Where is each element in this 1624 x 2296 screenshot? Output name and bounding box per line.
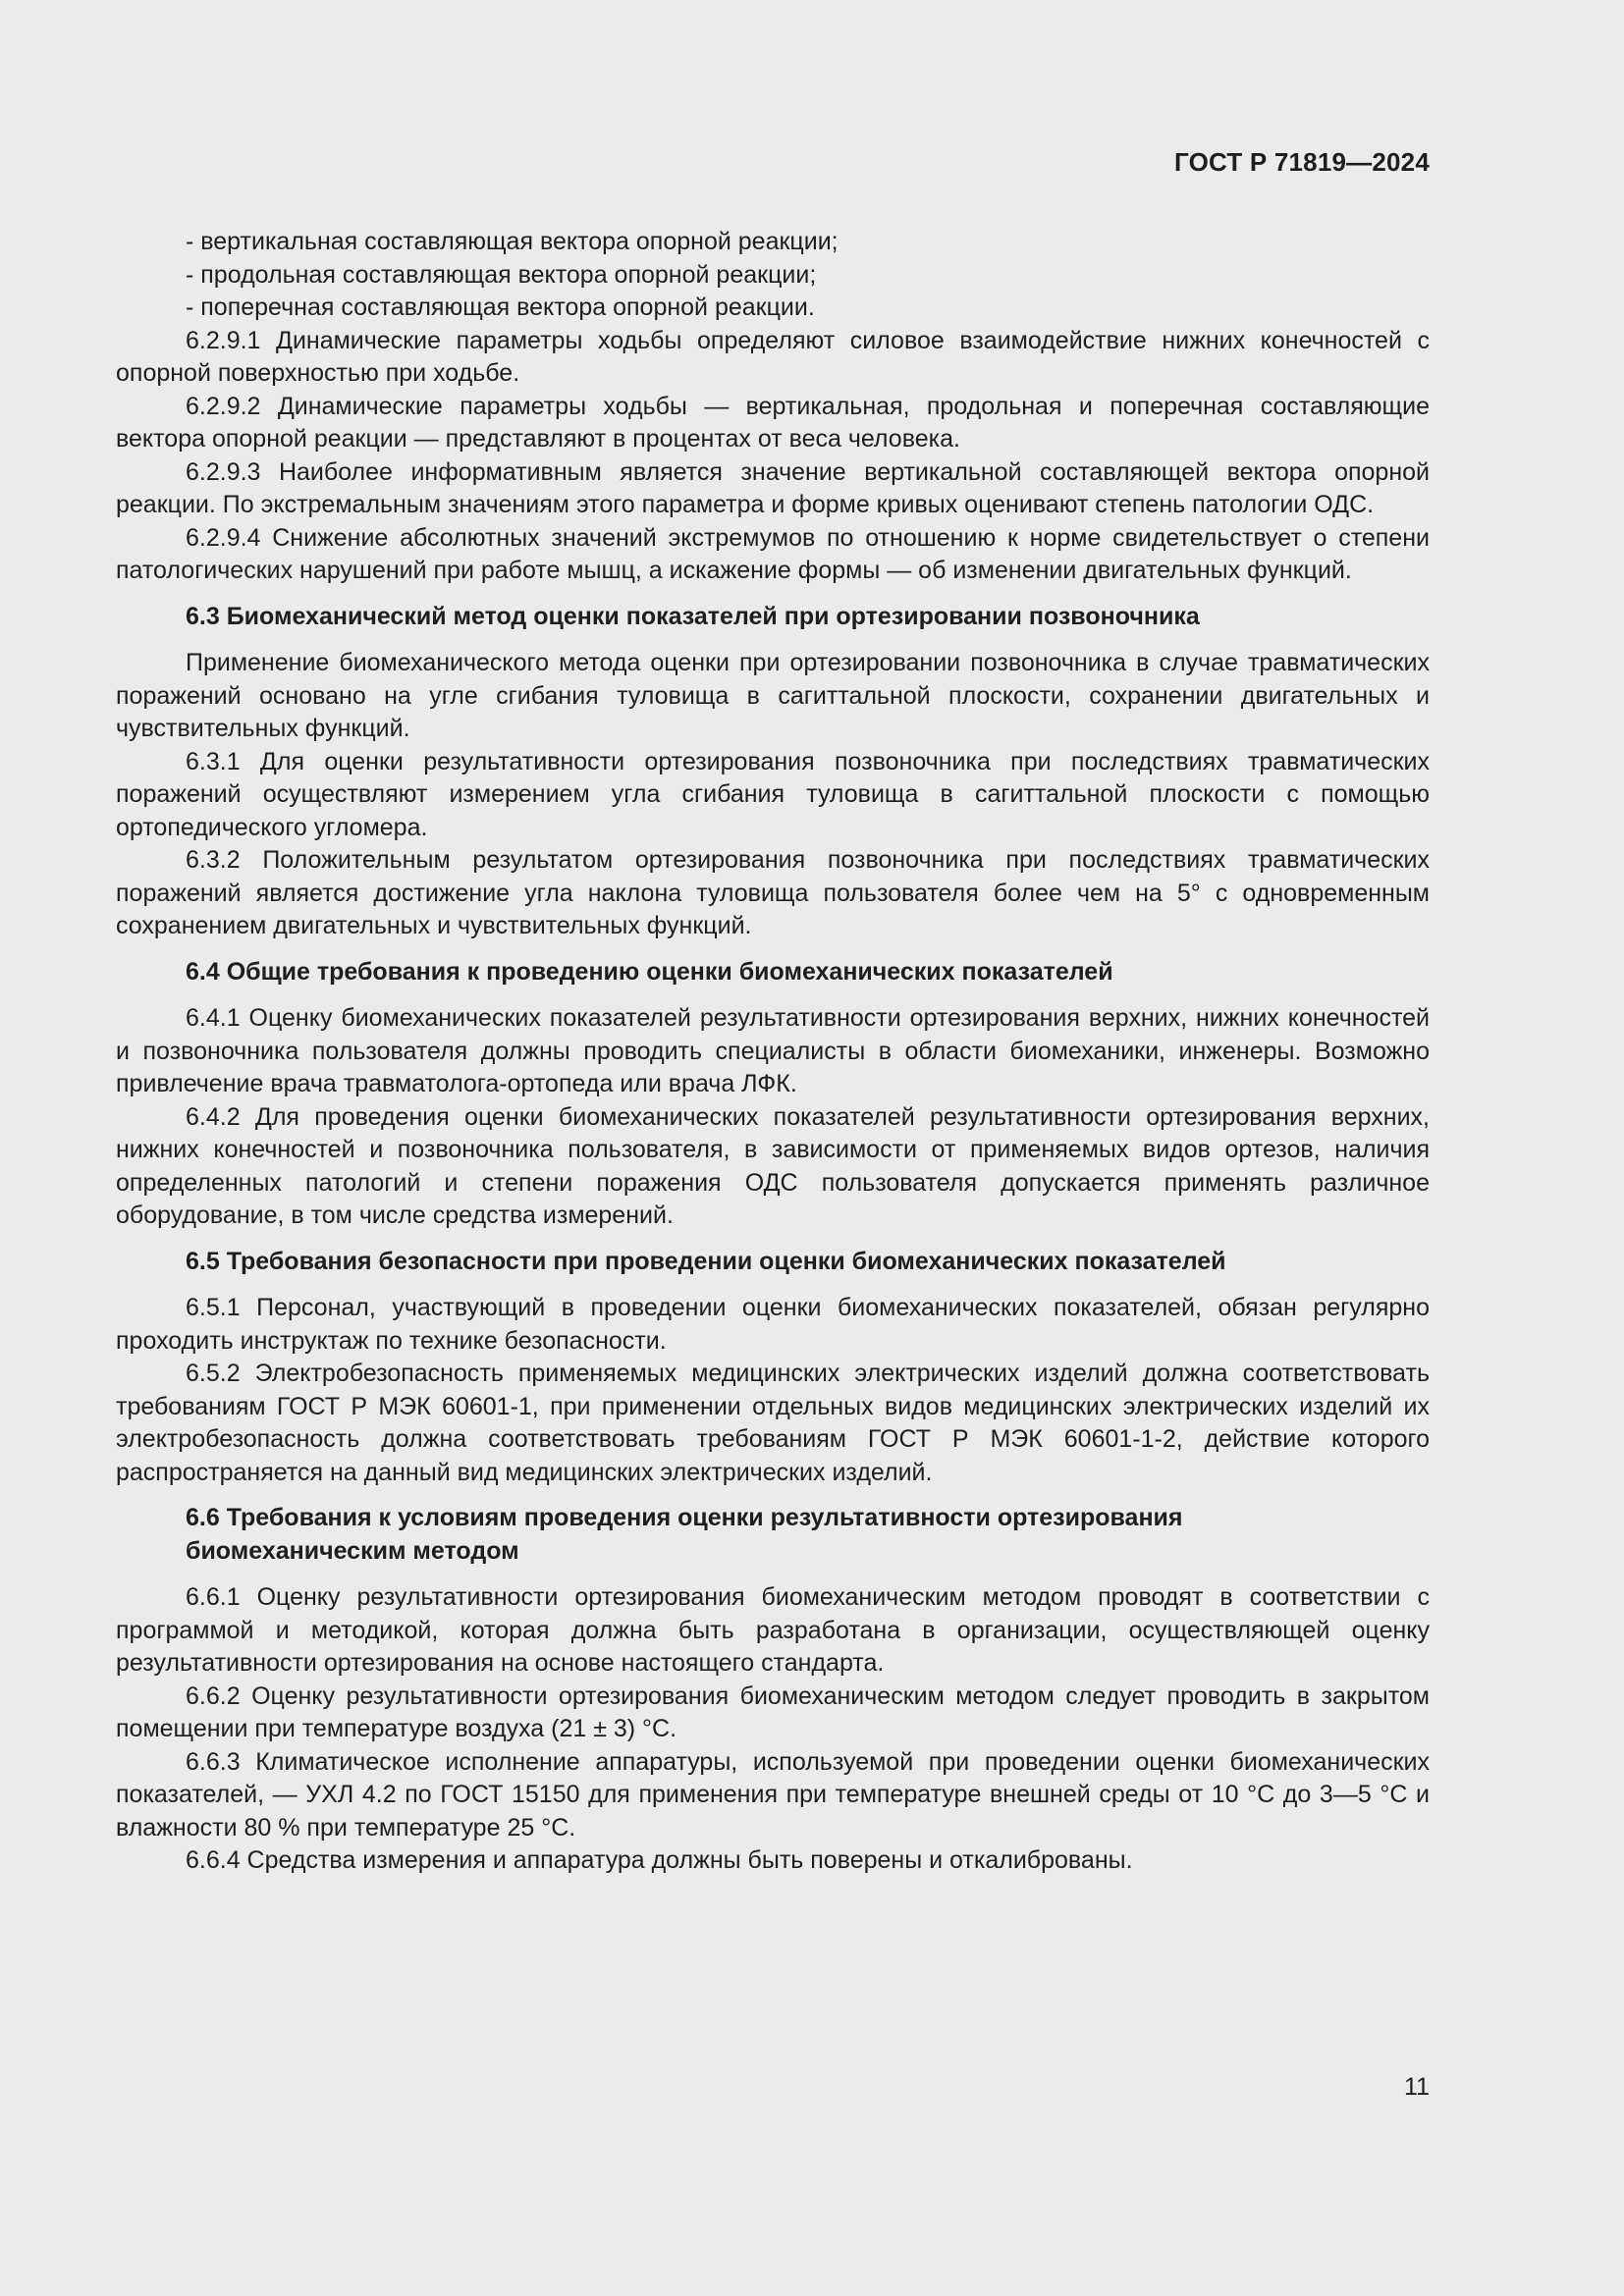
paragraph-6-6-1: 6.6.1 Оценку результативности ортезирования биомеханическим методом проводят в соответствии с программой и методикой, которая должна быть разработана в организации, осуществляющей оценку результативности ортезирования на основе настоящего стандарта. (116, 1583, 1430, 1677)
paragraph-6-2-9-1: 6.2.9.1 Динамические параметры ходьбы определяют силовое взаимодействие нижних конечностей с опорной поверхностью при ходьбе. (116, 326, 1430, 387)
paragraph-6-6-2: 6.6.2 Оценку результативности ортезирования биомеханическим методом следует проводить в закрытом помещении при температуре воздуха (21 ± 3) °С. (116, 1682, 1430, 1742)
list-item: - вертикальная составляющая вектора опорной реакции; (186, 228, 839, 255)
paragraph-6-3: Применение биомеханического метода оценки при ортезировании позвоночника в случае травматических поражений основано на угле сгибания туловища в сагиттальной плоскости, сохранении двигательных и чувствительных функций. (116, 649, 1430, 742)
paragraph-6-2-9-4: 6.2.9.4 Снижение абсолютных значений экстремумов по отношению к норме свидетельствует о степени патологических нарушений при работе мышц, а искажение формы — об изменении двигательных функций. (116, 523, 1430, 584)
paragraph-6-6-3: 6.6.3 Климатическое исполнение аппаратуры, используемой при проведении оценки биомеханических показателей, — УХЛ 4.2 по ГОСТ 15150 для применения при температуре внешней среды от 10 °С до 3—5 °С и влажности 80 % при температуре 25 °С. (116, 1747, 1430, 1842)
section-heading-6-3: 6.3 Биомеханический метод оценки показателей при ортезировании позвоночника (186, 602, 1200, 630)
section-heading-6-6: 6.6 Требования к условиям проведения оценки результативности ортезирования биомеханическим методом (186, 1504, 1183, 1565)
page-body (116, 226, 1430, 1878)
section-heading-6-5: 6.5 Требования безопасности при проведении оценки биомеханических показателей (186, 1247, 1226, 1275)
paragraph-6-5-1: 6.5.1 Персонал, участвующий в проведении оценки биомеханических показателей, обязан регулярно проходить инструктаж по технике безопасности. (116, 1294, 1430, 1355)
paragraph-6-4-2: 6.4.2 Для проведения оценки биомеханических показателей результативности ортезирования верхних, нижних конечностей и позвоночника пользователя, в зависимости от применяемых видов ортезов, наличия определенных патологий и степени поражения ОДС пользователя допускается применять различное оборудование, в том числе средства измерений. (116, 1102, 1430, 1229)
paragraph-6-2-9-2: 6.2.9.2 Динамические параметры ходьбы — вертикальная, продольная и поперечная составляющие вектора опорной реакции — представляют в процентах от веса человека. (116, 392, 1430, 453)
paragraph-6-4-1: 6.4.1 Оценку биомеханических показателей результативности ортезирования верхних, нижних конечностей и позвоночника пользователя должны проводить специалисты в области биомеханики, инженеры. Возможно привлечение врача травматолога-ортопеда или врача ЛФК. (116, 1004, 1430, 1097)
list-item: - поперечная составляющая вектора опорной реакции. (186, 294, 815, 321)
page-number: 11 (1404, 2073, 1430, 2101)
document-designation: ГОСТ Р 71819—2024 (1174, 147, 1430, 177)
paragraph-6-2-9-3: 6.2.9.3 Наиболее информативным является значение вертикальной составляющей вектора опорной реакции. По экстремальным значениям этого параметра и форме кривых оценивают степень патологии ОДС. (116, 457, 1430, 518)
paragraph-6-3-2: 6.3.2 Положительным результатом ортезирования позвоночника при последствиях травматических поражений является достижение угла наклона туловища пользователя более чем на 5° с одновременным сохранением двигательных и чувствительных функций. (116, 846, 1430, 939)
paragraph-6-5-2: 6.5.2 Электробезопасность применяемых медицинских электрических изделий должна соответствовать требованиям ГОСТ Р МЭК 60601-1, при применении отдельных видов медицинских электрических изделий их электробезопасность должна соответствовать требованиям ГОСТ Р МЭК 60601-1-2, действие которого распространяется на данный вид медицинских электрических изделий. (116, 1360, 1430, 1486)
section-heading-6-4: 6.4 Общие требования к проведению оценки биомеханических показателей (186, 957, 1113, 986)
paragraph-6-6-4: 6.6.4 Средства измерения и аппаратура должны быть поверены и откалиброваны. (186, 1846, 1133, 1874)
paragraph-6-3-1: 6.3.1 Для оценки результативности ортезирования позвоночника при последствиях травматических поражений осуществляют измерением угла сгибания туловища в сагиттальной плоскости с помощью ортопедического угломера. (116, 747, 1430, 841)
list-item: - продольная составляющая вектора опорной реакции; (186, 260, 817, 289)
